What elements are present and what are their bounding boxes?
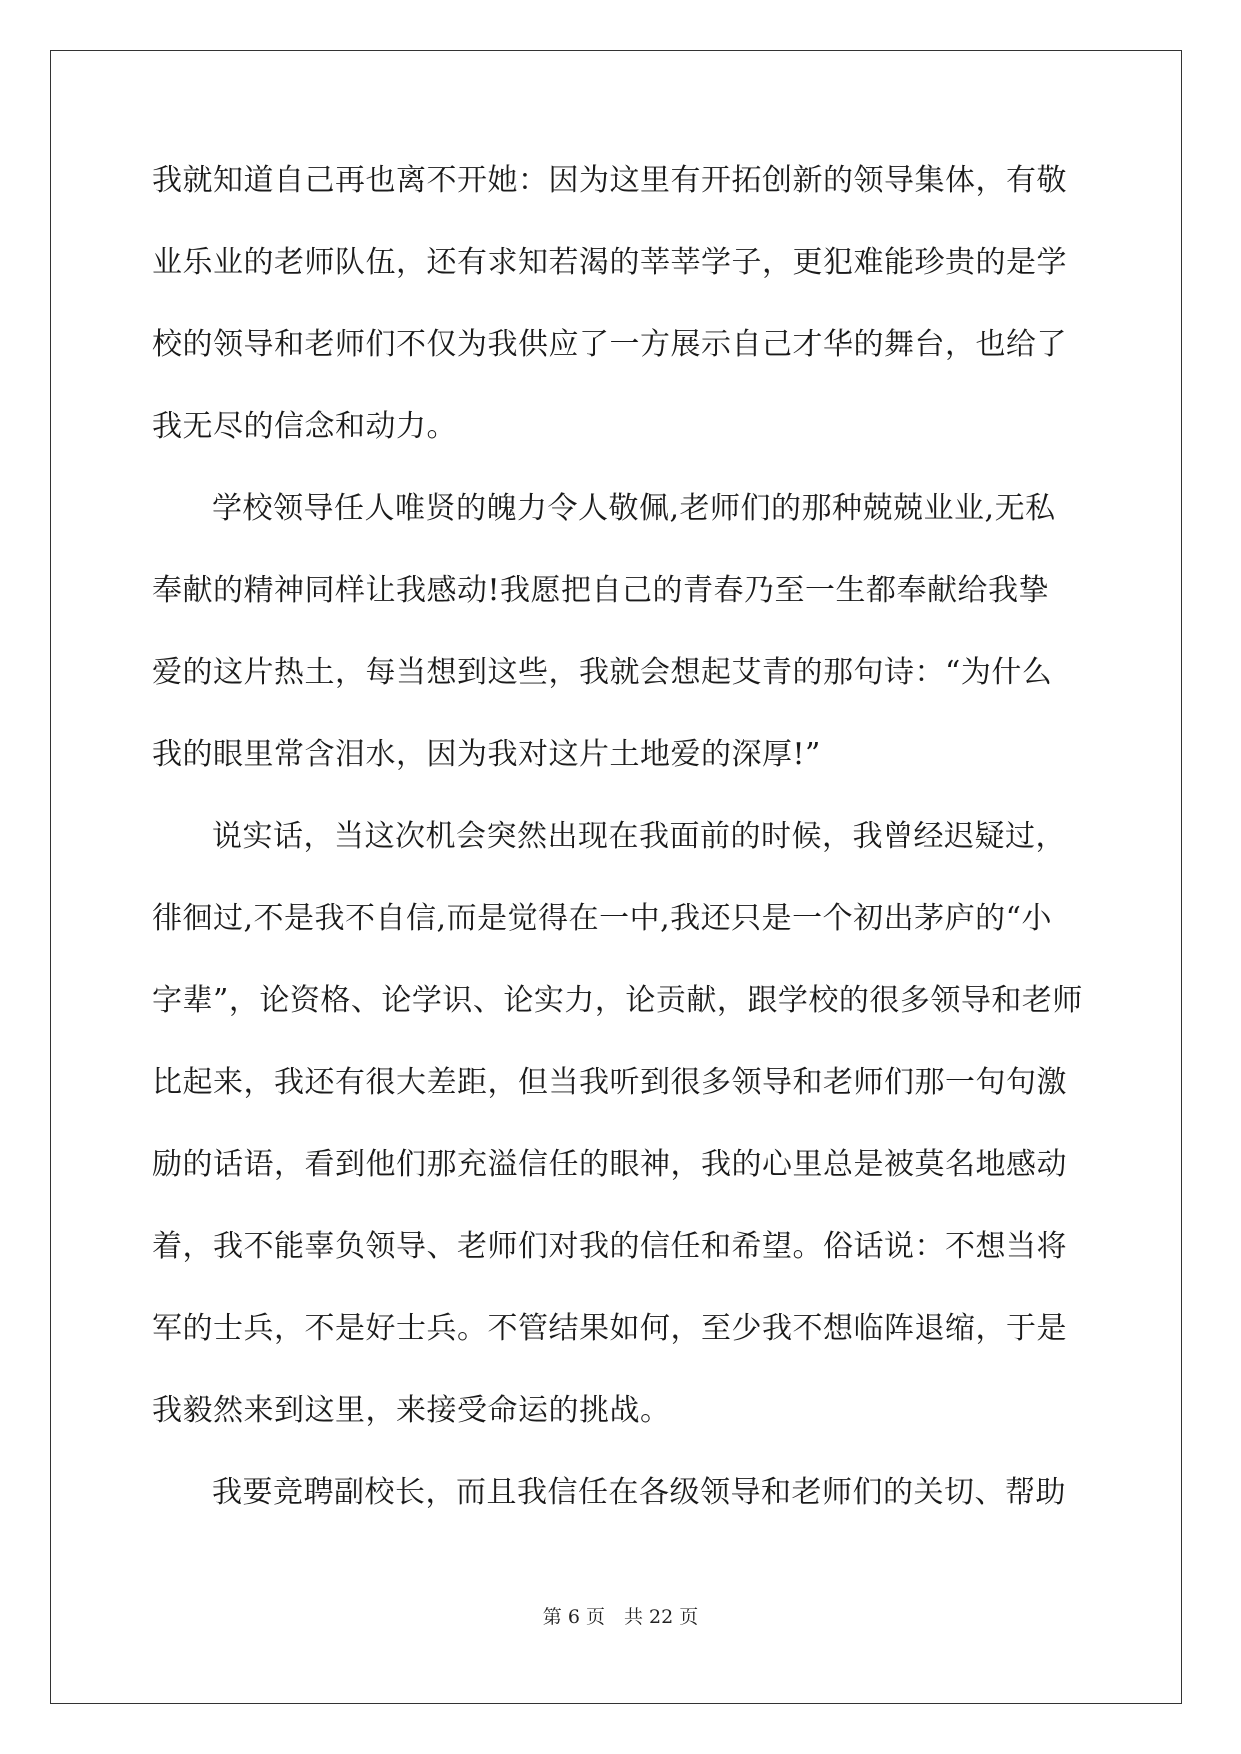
text-line-3: 校的领导和老师们不仅为我供应了一方展示自己才华的舞台，也给了 (152, 327, 1067, 362)
page-number-footer: 第 6 页 共 22 页 (542, 1606, 699, 1628)
text-line-16: 我毅然来到这里，来接受命运的挑战。 (152, 1393, 671, 1428)
text-line-11: 字辈”，论资格、论学识、论实力，论贡献，跟学校的很多领导和老师 (152, 983, 1083, 1018)
text-line-9: 说实话，当这次机会突然出现在我面前的时候，我曾经迟疑过， (212, 819, 1066, 854)
text-line-7: 爱的这片热土，每当想到这些，我就会想起艾青的那句诗：“为什么 (152, 655, 1053, 690)
text-line-5: 学校领导任人唯贤的魄力令人敬佩,老师们的那种兢兢业业,无私 (212, 491, 1056, 526)
text-line-17: 我要竞聘副校长，而且我信任在各级领导和老师们的关切、帮助 (212, 1475, 1066, 1510)
text-line-4: 我无尽的信念和动力。 (152, 409, 457, 444)
text-line-10: 徘徊过,不是我不自信,而是觉得在一中,我还只是一个初出茅庐的“小 (152, 901, 1052, 936)
text-line-13: 励的话语，看到他们那充溢信任的眼神，我的心里总是被莫名地感动 (152, 1147, 1067, 1182)
text-line-12: 比起来，我还有很大差距，但当我听到很多领导和老师们那一句句激 (152, 1065, 1067, 1100)
text-line-8: 我的眼里常含泪水，因为我对这片土地爱的深厚!” (152, 737, 821, 772)
text-line-6: 奉献的精神同样让我感动!我愿把自己的青春乃至一生都奉献给我挚 (152, 573, 1050, 608)
text-line-2: 业乐业的老师队伍，还有求知若渴的莘莘学子，更犯难能珍贵的是学 (152, 245, 1067, 280)
text-line-14: 着，我不能辜负领导、老师们对我的信任和希望。俗话说：不想当将 (152, 1229, 1067, 1264)
text-line-1: 我就知道自己再也离不开她：因为这里有开拓创新的领导集体，有敬 (152, 163, 1067, 198)
text-line-15: 军的士兵，不是好士兵。不管结果如何，至少我不想临阵退缩，于是 (152, 1311, 1067, 1346)
document-body (152, 158, 1092, 1552)
